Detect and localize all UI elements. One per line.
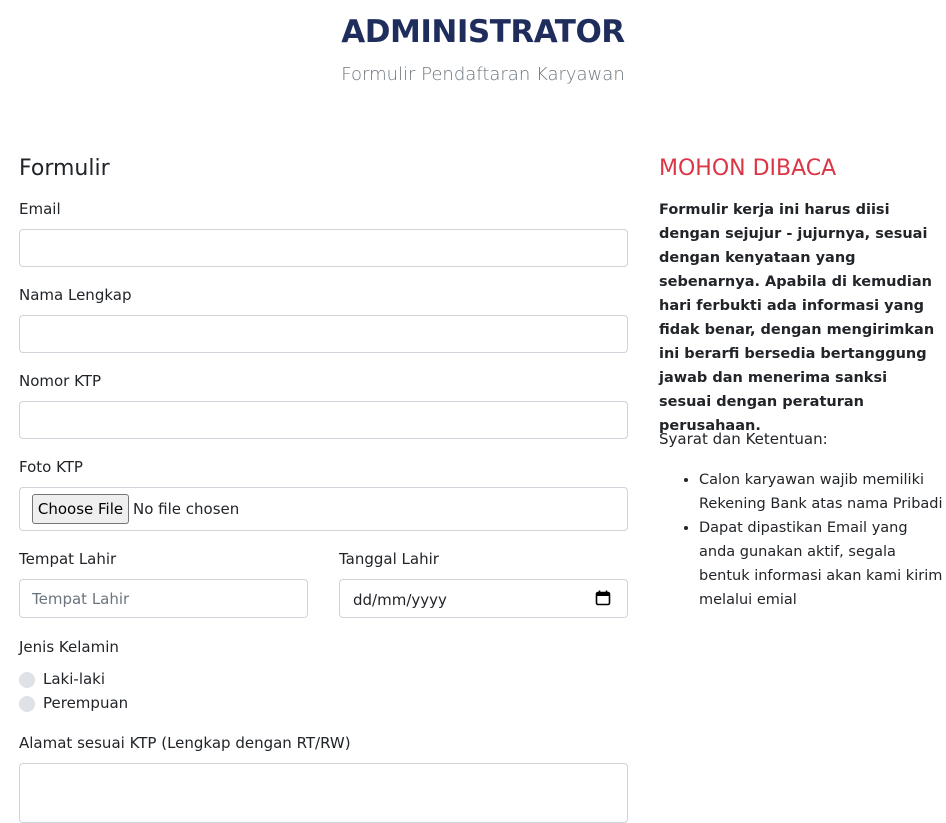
address-label: Alamat sesuai KTP (Lengkap dengan RT/RW)	[19, 734, 351, 752]
birthdate-input[interactable]	[339, 579, 628, 618]
radio-female[interactable]	[19, 696, 35, 712]
birthplace-label: Tempat Lahir	[19, 550, 117, 568]
choose-file-button[interactable]: Choose File	[32, 494, 129, 524]
radio-male[interactable]	[19, 672, 35, 688]
birthdate-label: Tanggal Lahir	[339, 550, 439, 568]
terms-title: Syarat dan Ketentuan:	[659, 430, 828, 448]
terms-list	[659, 468, 944, 612]
form-title: Formulir	[19, 156, 110, 181]
app-title: ADMINISTRATOR	[341, 14, 625, 50]
ktp-photo-label: Foto KTP	[19, 458, 83, 476]
fullname-label: Nama Lengkap	[19, 286, 132, 304]
fullname-input[interactable]	[19, 315, 628, 353]
ktp-number-input[interactable]	[19, 401, 628, 439]
file-status-text: No file chosen	[133, 500, 240, 518]
birthdate-placeholder: dd/mm/yyyy	[353, 591, 447, 609]
birthplace-input[interactable]	[19, 579, 308, 618]
ktp-number-label: Nomor KTP	[19, 372, 102, 390]
birthplace-placeholder: Tempat Lahir	[32, 590, 130, 608]
email-label: Email	[19, 200, 61, 218]
ktp-photo-file-input[interactable]	[19, 487, 628, 531]
address-textarea[interactable]	[19, 763, 628, 823]
notice-title: MOHON DIBACA	[659, 156, 837, 181]
list-item: • Dapat dipastikan Email yang anda gunakan aktif, segala bentuk informasi akan kami kirim melalui emial	[699, 516, 944, 612]
notice-body: Formulir kerja ini harus diisi dengan sejujur - jujurnya, sesuai dengan kenyataan yang sebenarnya. Apabila di kemudian hari ferbukti ada informasi yang fidak benar, dengan mengirimkan ini berarfi bersedia bertanggung jawab dan menerima sanksi sesuai dengan peraturan perusahaan.	[659, 202, 935, 434]
list-item: • Calon karyawan wajib memiliki Rekening Bank atas nama Pribadi	[699, 468, 944, 516]
calendar-icon[interactable]	[595, 590, 611, 606]
page-subtitle: Formulir Pendaftaran Karyawan	[341, 64, 625, 85]
email-input[interactable]	[19, 229, 628, 267]
radio-male-label: Laki-laki	[43, 670, 106, 688]
radio-female-label: Perempuan	[43, 694, 129, 712]
gender-label: Jenis Kelamin	[19, 638, 119, 656]
